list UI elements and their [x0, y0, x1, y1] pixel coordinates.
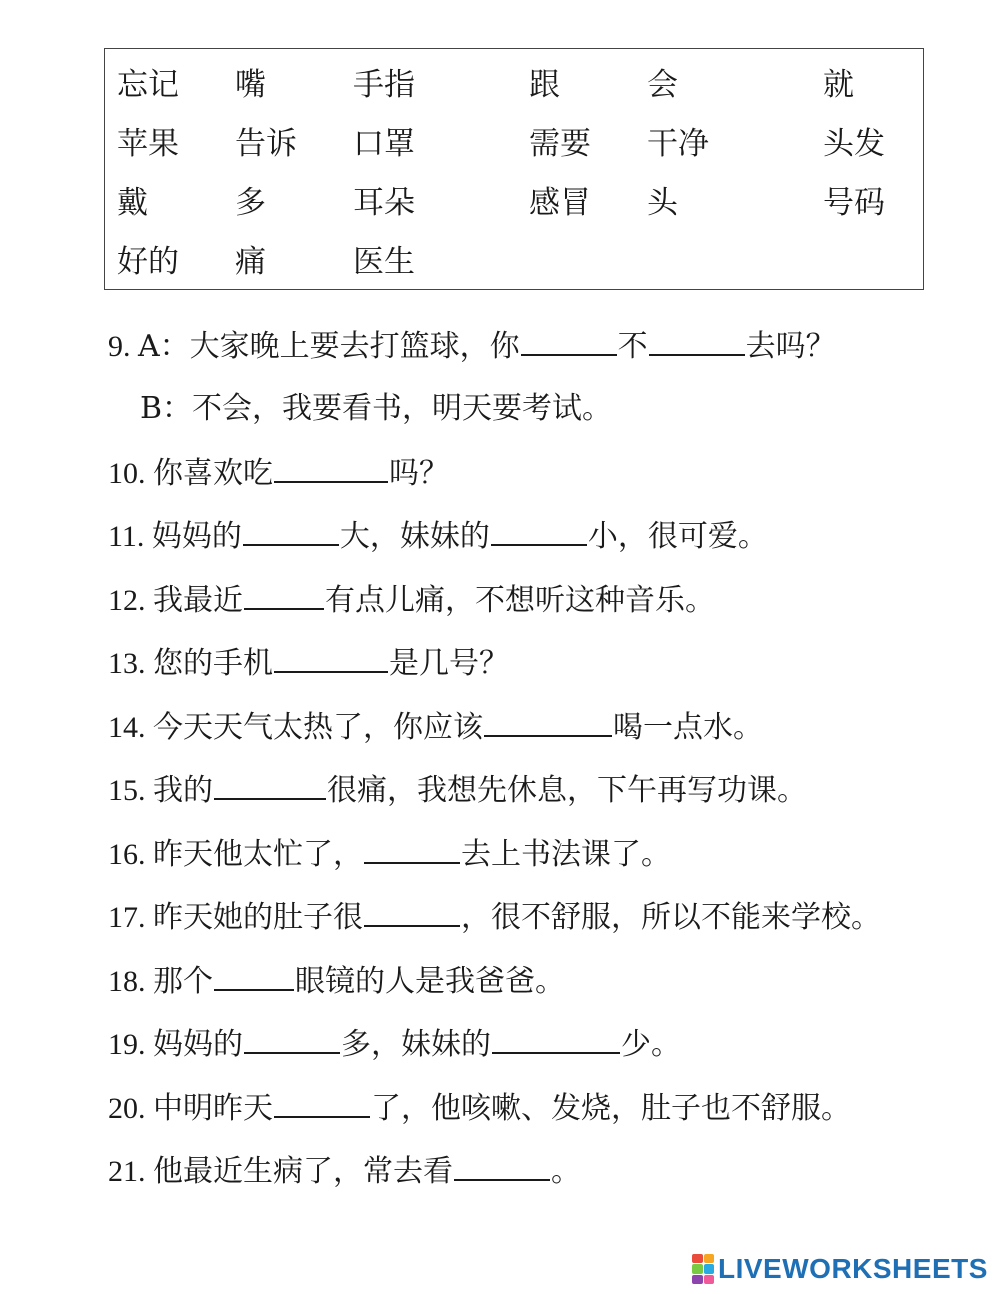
- answer-blank[interactable]: [274, 1090, 370, 1118]
- word-bank-item: 头发: [823, 126, 885, 162]
- answer-blank[interactable]: [521, 328, 617, 356]
- word-bank-item: 会: [647, 67, 678, 103]
- question-text: 很痛，我想先休息，下午再写功课。: [327, 773, 807, 808]
- question-number: 13.: [108, 647, 153, 680]
- question-21: [108, 1153, 581, 1190]
- logo-square: [692, 1275, 703, 1284]
- question-number: 17.: [108, 901, 153, 934]
- word-bank-item: 痛: [235, 244, 266, 280]
- question-text: 那个: [153, 964, 213, 999]
- question-text: 不: [617, 329, 648, 364]
- answer-blank[interactable]: [364, 836, 460, 864]
- question-text: 去上书法课了。: [461, 837, 671, 872]
- question-text: 了，他咳嗽、发烧，肚子也不舒服。: [371, 1091, 851, 1126]
- question-text: 少。: [621, 1027, 681, 1062]
- question-number: 20.: [108, 1092, 153, 1125]
- question-text: 妈妈的: [151, 519, 242, 554]
- word-bank-item: 苹果: [117, 126, 179, 162]
- question-number: 21.: [108, 1155, 153, 1188]
- answer-blank[interactable]: [244, 582, 324, 610]
- question-text: 昨天他太忙了，: [153, 837, 363, 872]
- answer-blank[interactable]: [364, 899, 460, 927]
- logo-text: LIVEWORKSHEETS: [718, 1253, 988, 1284]
- word-bank-item: 感冒: [529, 185, 591, 221]
- answer-blank[interactable]: [244, 1026, 340, 1054]
- question-13: [108, 645, 509, 682]
- question-text: 我的: [153, 773, 213, 808]
- question-text: ，很不舒服，所以不能来学校。: [461, 900, 881, 935]
- answer-blank[interactable]: [214, 772, 326, 800]
- question-16: [108, 836, 671, 873]
- question-12: [108, 582, 715, 619]
- question-20: [108, 1090, 851, 1127]
- question-text: 去吗？: [745, 329, 836, 364]
- logo-blocks-icon: [692, 1254, 714, 1284]
- question-number: 14.: [108, 711, 153, 744]
- word-bank-item: 戴: [117, 185, 148, 221]
- logo-square: [704, 1254, 715, 1263]
- question-text: 今天天气太热了，你应该: [153, 710, 483, 745]
- word-bank-item: 嘴: [235, 67, 266, 103]
- question-text: 中明昨天: [153, 1091, 273, 1126]
- answer-blank[interactable]: [491, 518, 587, 546]
- logo-square: [704, 1275, 715, 1284]
- answer-blank[interactable]: [274, 645, 388, 673]
- answer-blank[interactable]: [214, 963, 294, 991]
- word-bank-item: 忘记: [117, 67, 179, 103]
- logo-square: [692, 1264, 703, 1273]
- question-14: [108, 709, 763, 746]
- question-18: [108, 963, 565, 1000]
- word-bank-item: 需要: [529, 126, 591, 162]
- liveworksheets-logo[interactable]: [692, 1252, 988, 1286]
- question-text: 眼镜的人是我爸爸。: [295, 964, 565, 999]
- question-number: 15.: [108, 774, 153, 807]
- question-number: 18.: [108, 965, 153, 998]
- word-bank-box: [104, 48, 924, 290]
- question-text: 吗？: [389, 456, 449, 491]
- word-bank-item: 医生: [353, 244, 415, 280]
- question-text: 小，很可爱。: [587, 519, 768, 554]
- answer-blank[interactable]: [454, 1153, 550, 1181]
- question-text: 我最近: [153, 583, 243, 618]
- word-bank-item: 耳朵: [353, 185, 415, 221]
- question-text: 他最近生病了，常去看: [153, 1154, 453, 1189]
- question-number: 9.: [108, 330, 138, 363]
- word-bank-item: 跟: [529, 67, 560, 103]
- question-text: B：不会，我要看书，明天要考试。: [140, 391, 613, 426]
- word-bank-item: 手指: [353, 67, 415, 103]
- logo-square: [704, 1264, 715, 1273]
- question-text: A：大家晚上要去打篮球，你: [138, 329, 520, 364]
- question-text: 喝一点水。: [613, 710, 763, 745]
- question-number: 10.: [108, 457, 153, 490]
- answer-blank[interactable]: [274, 455, 388, 483]
- question-19: [108, 1026, 681, 1063]
- question-text: 您的手机: [153, 646, 273, 681]
- question-number: 16.: [108, 838, 153, 871]
- question-text: 。: [551, 1154, 581, 1189]
- word-bank-item: 头: [647, 185, 678, 221]
- answer-blank[interactable]: [484, 709, 612, 737]
- answer-blank[interactable]: [243, 518, 339, 546]
- question-text: 有点儿痛，不想听这种音乐。: [325, 583, 715, 618]
- answer-blank[interactable]: [649, 328, 745, 356]
- question-15: [108, 772, 807, 809]
- question-9: [108, 328, 836, 365]
- word-bank-item: 多: [235, 185, 266, 221]
- word-bank-item: 口罩: [353, 126, 415, 162]
- question-10: [108, 455, 449, 492]
- question-number: 11.: [108, 520, 152, 553]
- question-number: 19.: [108, 1028, 153, 1061]
- answer-blank[interactable]: [492, 1026, 620, 1054]
- question-9-reply: [140, 391, 612, 427]
- word-bank-item: 告诉: [235, 126, 297, 162]
- word-bank-item: 号码: [823, 185, 885, 221]
- question-text: 昨天她的肚子很: [153, 900, 363, 935]
- question-11: [108, 518, 768, 555]
- question-17: [108, 899, 881, 936]
- word-bank-item: 干净: [647, 126, 709, 162]
- question-text: 你喜欢吃: [153, 456, 273, 491]
- question-text: 妈妈的: [153, 1027, 243, 1062]
- word-bank-item: 就: [823, 67, 854, 103]
- question-text: 是几号？: [389, 646, 509, 681]
- question-text: 多，妹妹的: [341, 1027, 491, 1062]
- logo-square: [692, 1254, 703, 1263]
- question-text: 大，妹妹的: [339, 519, 490, 554]
- question-number: 12.: [108, 584, 153, 617]
- word-bank-item: 好的: [117, 244, 179, 280]
